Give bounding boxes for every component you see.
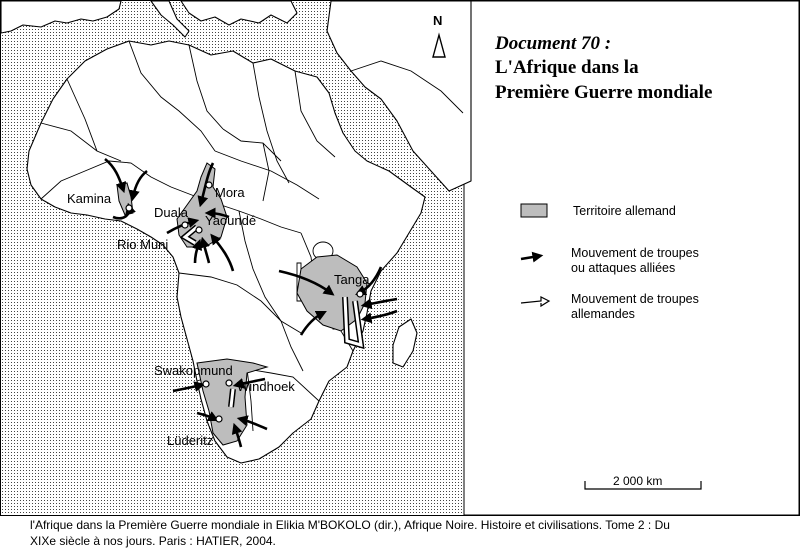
mora-marker xyxy=(206,182,212,188)
caption-line-1: l'Afrique dans la Première Guerre mondiale in Elikia M'BOKOLO (dir.), Afrique Noire. Histoire et civilisations. Tome 2 : Du xyxy=(30,518,670,532)
title-line-1: L'Afrique dans la xyxy=(495,57,639,78)
kamina-label: Kamina xyxy=(67,191,112,206)
duala-label: Duala xyxy=(154,205,188,220)
legend-german-territory-label: Territoire allemand xyxy=(573,204,676,218)
tanga-label: Tanga xyxy=(334,272,370,287)
legend-allied-line-1: Mouvement de troupes xyxy=(571,246,699,260)
luderitz-label: Lüderitz xyxy=(167,433,214,448)
swakopmund-label: Swakopmund xyxy=(154,363,233,378)
title-line-2: Première Guerre mondiale xyxy=(495,82,713,103)
kamina-marker xyxy=(126,205,132,211)
duala-marker xyxy=(182,222,188,228)
mora-label: Mora xyxy=(215,185,245,200)
legend-german-territory-swatch xyxy=(521,204,547,217)
tanga-marker xyxy=(357,291,363,297)
source-caption xyxy=(30,517,770,549)
luderitz-marker xyxy=(216,416,222,422)
africa-map xyxy=(1,1,799,515)
legend-german-line-1: Mouvement de troupes xyxy=(571,292,699,306)
compass-label: N xyxy=(433,13,443,28)
windhoek-marker xyxy=(226,380,232,386)
rio-muni-label: Rio Muni xyxy=(117,237,169,252)
legend-allied-line-2: ou attaques alliées xyxy=(571,261,676,275)
caption-line-2: XIXe siècle à nos jours. Paris : HATIER, 2004. xyxy=(30,534,276,548)
swakopmund-marker xyxy=(203,381,209,387)
yaounde-marker xyxy=(196,227,202,233)
document-number: Document 70 : xyxy=(495,33,612,54)
windhoek-label: Windhoek xyxy=(237,379,295,394)
scale-bar-label: 2 000 km xyxy=(613,474,663,488)
yaounde-label: Yaoundé xyxy=(205,213,257,228)
legend-german-line-2: allemandes xyxy=(571,307,635,321)
